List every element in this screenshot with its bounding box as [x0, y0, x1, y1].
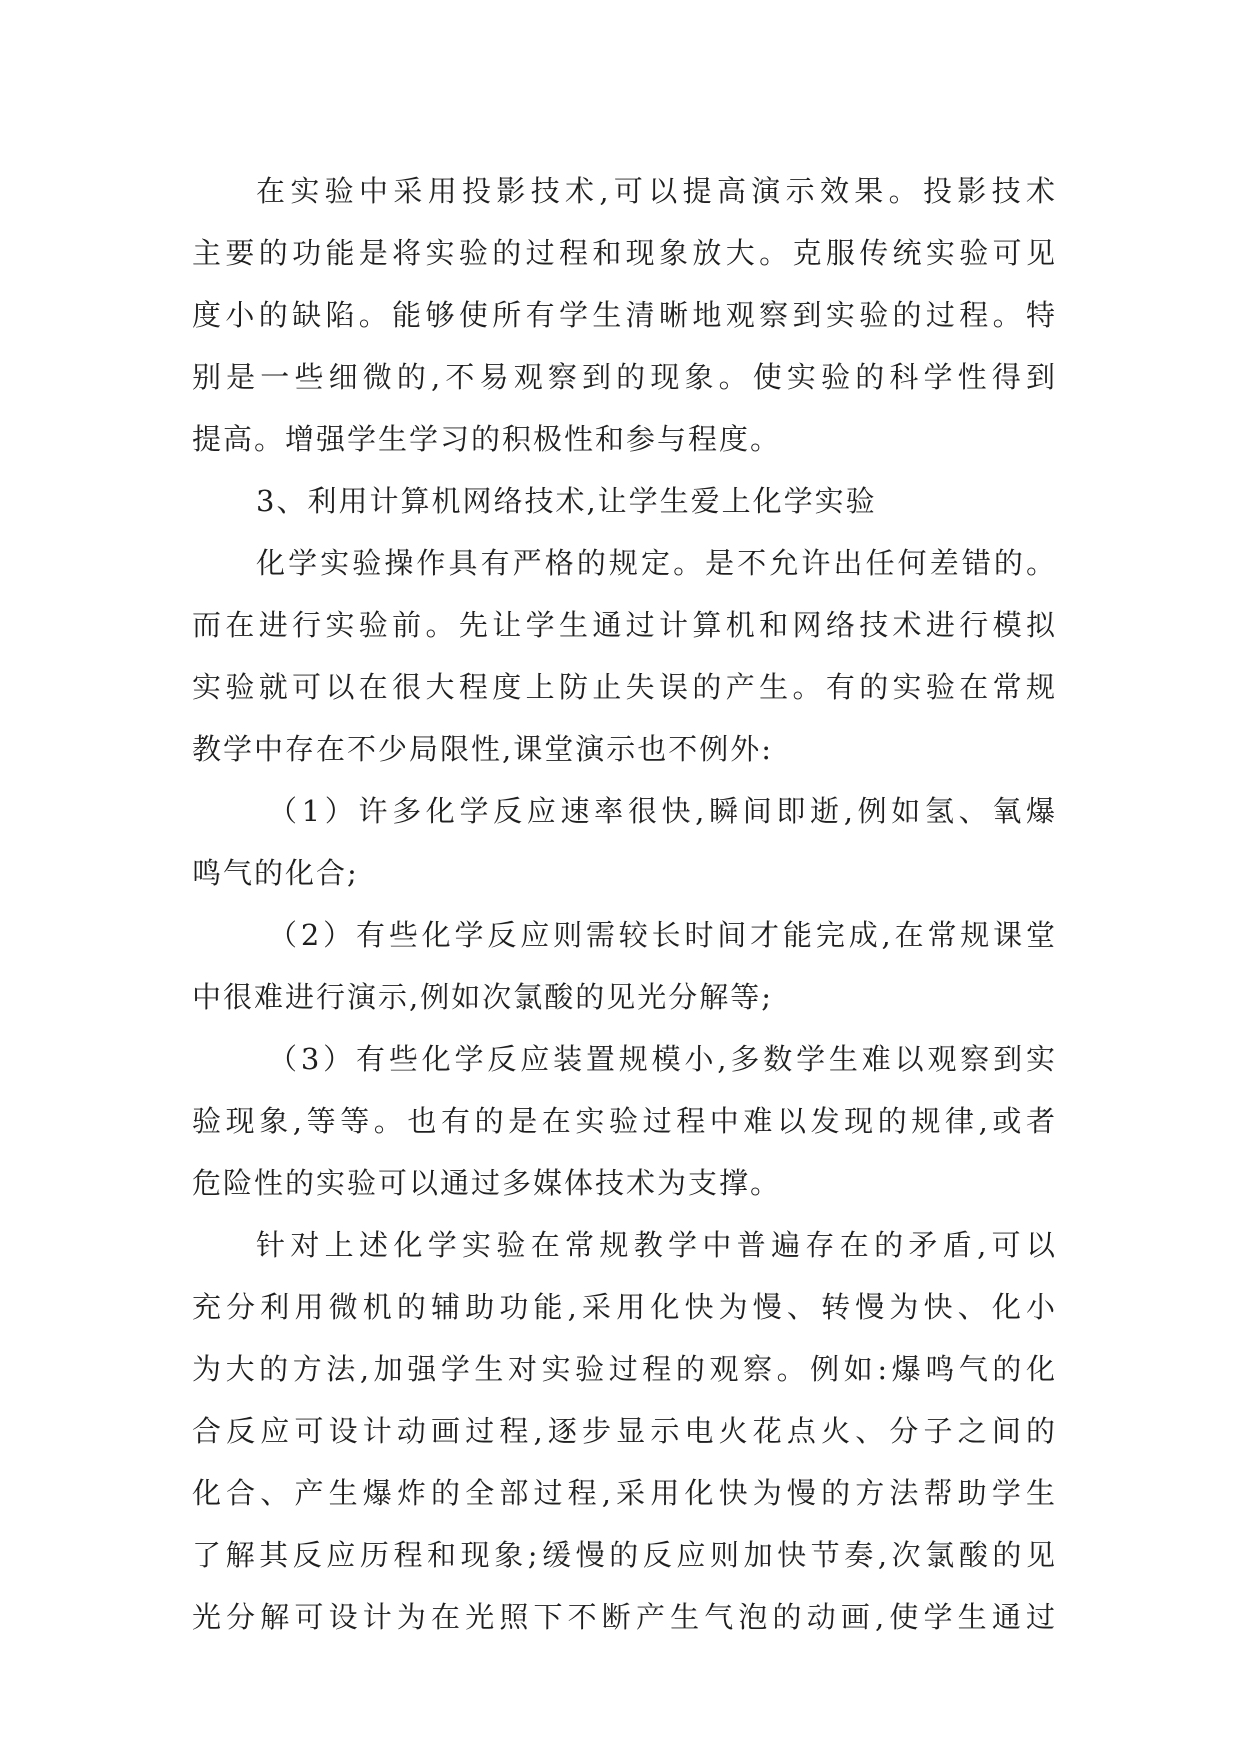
list-item-line: （2）有些化学反应则需较长时间才能完成,在常规课堂: [268, 918, 1057, 952]
paragraph-line: 主要的功能是将实验的过程和现象放大。克服传统实验可见: [192, 236, 1057, 270]
paragraph-line: 度小的缺陷。能够使所有学生清晰地观察到实验的过程。特: [192, 298, 1057, 332]
paragraph-line: 而在进行实验前。先让学生通过计算机和网络技术进行模拟: [192, 608, 1057, 642]
paragraph-line: 为大的方法,加强学生对实验过程的观察。例如:爆鸣气的化: [192, 1352, 1057, 1386]
paragraph-line: 化合、产生爆炸的全部过程,采用化快为慢的方法帮助学生: [192, 1476, 1057, 1510]
paragraph-line: 提高。增强学生学习的积极性和参与程度。: [192, 422, 782, 456]
list-item-line: 验现象,等等。也有的是在实验过程中难以发现的规律,或者: [192, 1104, 1057, 1138]
paragraph-line: 充分利用微机的辅助功能,采用化快为慢、转慢为快、化小: [192, 1290, 1057, 1324]
paragraph-line: 针对上述化学实验在常规教学中普遍存在的矛盾,可以: [256, 1228, 1057, 1262]
paragraph-line: 合反应可设计动画过程,逐步显示电火花点火、分子之间的: [192, 1414, 1057, 1448]
list-item-line: （1）许多化学反应速率很快,瞬间即逝,例如氢、氧爆: [268, 794, 1057, 828]
list-item-line: 危险性的实验可以通过多媒体技术为支撑。: [192, 1166, 782, 1200]
paragraph-line: 光分解可设计为在光照下不断产生气泡的动画,使学生通过: [192, 1600, 1057, 1634]
paragraph-line: 化学实验操作具有严格的规定。是不允许出任何差错的。: [256, 546, 1057, 580]
paragraph-line: 实验就可以在很大程度上防止失误的产生。有的实验在常规: [192, 670, 1057, 704]
body-text: [192, 160, 1057, 1648]
list-item-line: 鸣气的化合;: [192, 856, 359, 890]
paragraph-line: 教学中存在不少局限性,课堂演示也不例外:: [192, 732, 773, 766]
list-item-line: （3）有些化学反应装置规模小,多数学生难以观察到实: [268, 1042, 1057, 1076]
paragraph-line: 了解其反应历程和现象;缓慢的反应则加快节奏,次氯酸的见: [192, 1538, 1057, 1572]
paragraph-line: 别是一些细微的,不易观察到的现象。使实验的科学性得到: [192, 360, 1057, 394]
paragraph-line: 在实验中采用投影技术,可以提高演示效果。投影技术: [256, 174, 1057, 208]
section-heading: 3、利用计算机网络技术,让学生爱上化学实验: [256, 484, 877, 518]
list-item-line: 中很难进行演示,例如次氯酸的见光分解等;: [192, 980, 773, 1014]
